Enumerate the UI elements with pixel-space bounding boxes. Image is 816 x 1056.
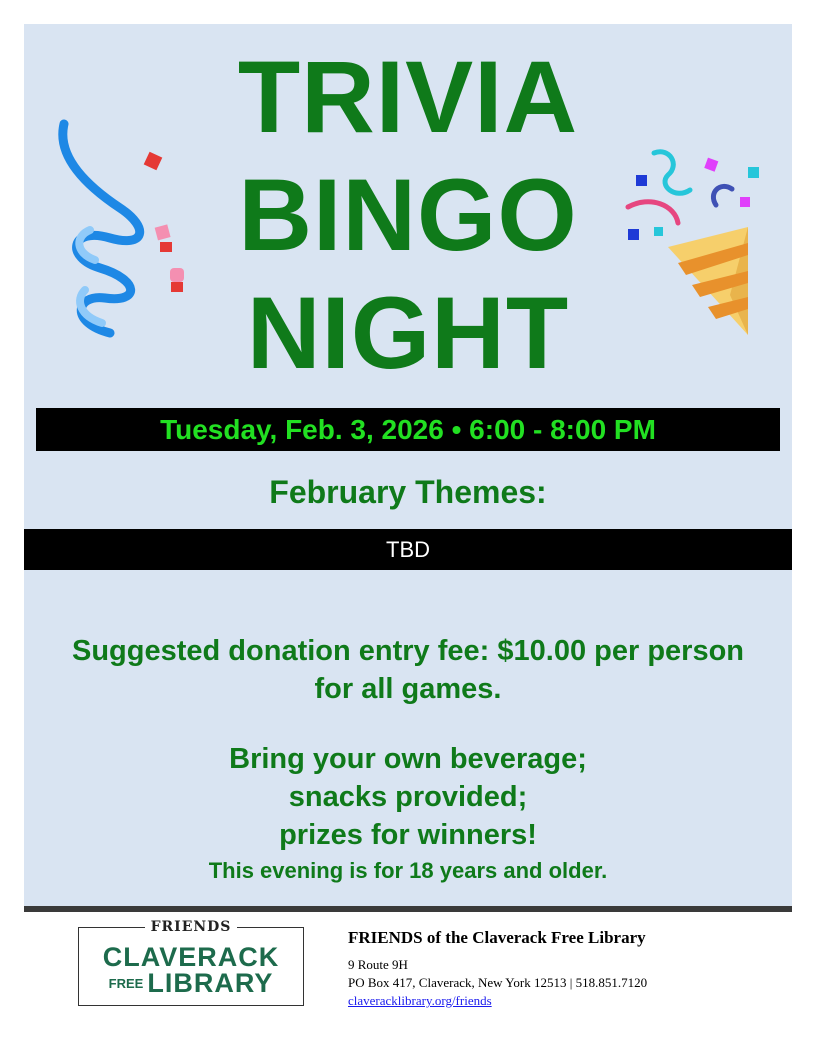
website-link[interactable]: claveracklibrary.org/friends	[348, 993, 492, 1008]
beverage-block	[24, 740, 792, 854]
logo-claverack-text: CLAVERACK	[102, 942, 280, 972]
footer-contact	[348, 928, 647, 1010]
footer-divider	[24, 906, 792, 912]
logo-free-text: FREE	[108, 975, 144, 991]
title-bingo: BINGO	[238, 158, 578, 272]
fee-text: Suggested donation entry fee: $10.00 per person for all games.	[72, 635, 744, 705]
title-trivia: TRIVIA	[237, 40, 579, 154]
party-popper-icon	[620, 145, 770, 345]
org-name: FRIENDS of the Claverack Free Library	[348, 928, 646, 947]
library-logo	[78, 919, 304, 1006]
snacks-line: snacks provided;	[288, 781, 528, 813]
address-line-2: PO Box 417, Claverack, New York 12513 | 518.851.7120	[348, 975, 648, 990]
logo-library-text: LIBRARY	[147, 968, 274, 998]
logo-friends-text: FRIENDS	[145, 919, 238, 935]
beverage-line: Bring your own beverage;	[229, 743, 587, 775]
date-time-banner	[36, 408, 780, 451]
streamer-confetti-icon	[50, 118, 200, 348]
date-time-text: Tuesday, Feb. 3, 2026 • 6:00 - 8:00 PM	[160, 413, 656, 445]
themes-banner	[24, 529, 792, 570]
title-night: NIGHT	[246, 276, 570, 390]
themes-heading: February Themes:	[269, 474, 547, 510]
age-note: This evening is for 18 years and older.	[208, 858, 608, 883]
themes-value: TBD	[386, 536, 430, 562]
prizes-line: prizes for winners!	[279, 819, 537, 851]
address-line-1: 9 Route 9H	[348, 957, 408, 972]
